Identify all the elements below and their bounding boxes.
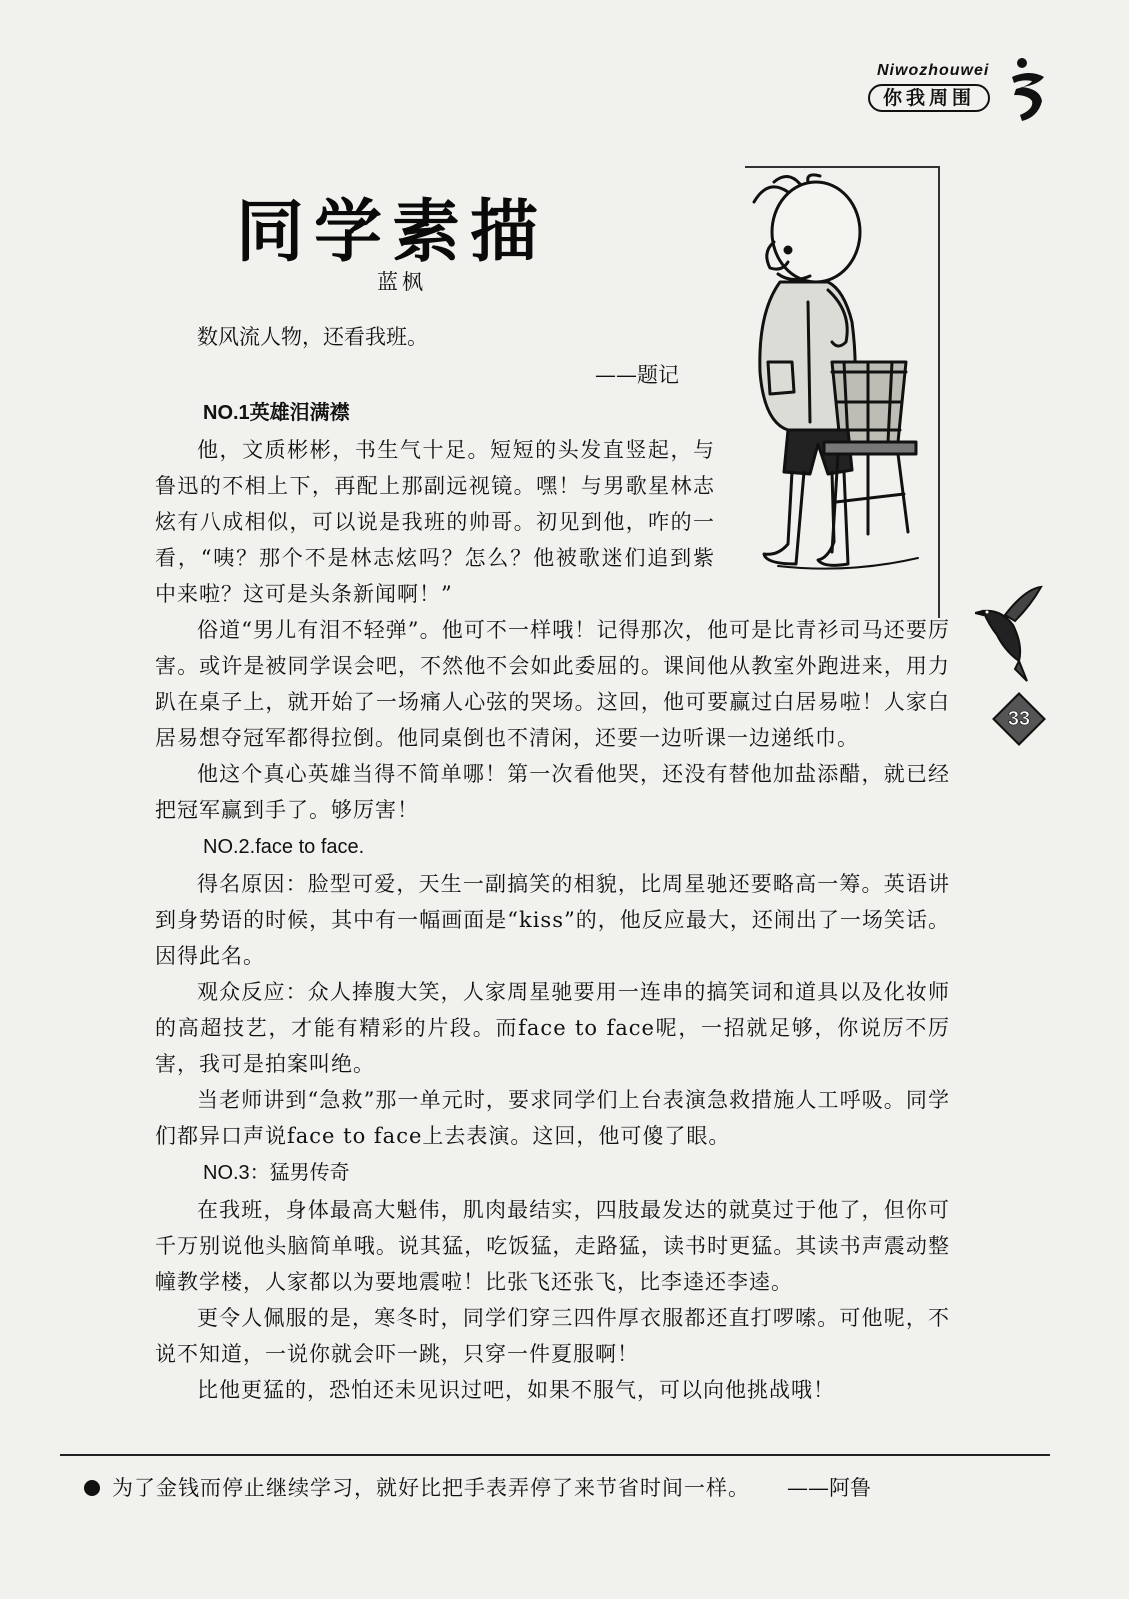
paragraph: 俗道“男儿有泪不轻弹”。他可不一样哦！记得那次，他可是比青衫司马还要厉害。或许是被同学误会吧，不然他不会如此委屈的。课间他从教室外跑进来，用力趴在桌子上，就开始了一场痛人心弦的哭场。这回，他可要赢过白居易啦！人家白居易想夺冠军都得拉倒。他同桌倒也不清闲，还要一边听课一边递纸巾。 [155, 618, 950, 750]
article-title: 同学素描 [236, 193, 549, 272]
page-number-badge [992, 692, 1046, 746]
paragraph: 他这个真心英雄当得不简单哪！第一次看他哭，还没有替他加盐添醋，就已经把冠军赢到手了。够厉害！ [155, 762, 950, 822]
page-number: 33 [1007, 708, 1031, 730]
paragraph: 比他更猛的，恐怕还未见识过吧，如果不服气，可以向他挑战哦！ [197, 1378, 835, 1402]
section-heading-2: NO.2.face to face. [203, 836, 365, 858]
paragraph: 得名原因：脸型可爱，天生一副搞笑的相貌，比周星驰还要略高一筹。英语讲到身势语的时候，其中有一幅画面是“kiss”的，他反应最大，还闹出了一场笑话。因得此名。 [155, 872, 950, 968]
flying-bird-icon [975, 585, 1045, 685]
bullet-icon [84, 1480, 100, 1496]
paragraph: 观众反应：众人捧腹大笑，人家周星驰要用一连串的搞笑词和道具以及化妆师的高超技艺，才能有精彩的片段。而face to face呢，一招就足够，你说厉不厉害，我可是拍案叫绝。 [155, 980, 950, 1076]
paragraph: 当老师讲到“急救”那一单元时，要求同学们上台表演急救措施人工呼吸。同学们都异口声说face to face上去表演。这回，他可傻了眼。 [155, 1088, 950, 1148]
paragraph: 更令人佩服的是，寒冬时，同学们穿三四件厚衣服都还直打啰嗦。可他呢，不说不知道，一说你就会吓一跳，只穿一件夏服啊！ [155, 1306, 950, 1366]
paragraph: 在我班，身体最高大魁伟，肌肉最结实，四肢最发达的就莫过于他了，但你可千万别说他头脑简单哦。说其猛，吃饭猛，走路猛，读书时更猛。其读书声震动整幢教学楼，人家都以为要地震啦！比张飞还张飞，比李逵还李逵。 [155, 1198, 950, 1294]
article-body [155, 318, 950, 1408]
column-pinyin: Niwozhouwei [877, 62, 990, 79]
paragraph: 他，文质彬彬，书生气十足。短短的头发直竖起，与鲁迅的不相上下，再配上那副远视镜。嘿！与男歌星林志炫有八成相似，可以说是我班的帅哥。初见到他，咋的一看，“咦？那个不是林志炫吗？怎么？他被歌迷们追到紫中来啦？这可是头条新闻啊！” [155, 438, 715, 606]
footer-quote: 为了金钱而停止继续学习，就好比把手表弄停了来节省时间一样。 [112, 1476, 750, 1500]
epigraph: 数风流人物，还看我班。 [197, 325, 428, 349]
section-heading-1: NO.1英雄泪满襟 [203, 402, 350, 424]
footer-quote-author: ——阿鲁 [787, 1476, 871, 1500]
epigraph-sign: ——题记 [595, 363, 679, 387]
column-badge: 你我周围 [868, 84, 990, 112]
footer-divider [60, 1454, 1050, 1456]
hanzi-logo-icon [1008, 55, 1050, 125]
article-author: 蓝枫 [377, 270, 427, 294]
section-heading-3: NO.3：猛男传奇 [203, 1162, 350, 1184]
